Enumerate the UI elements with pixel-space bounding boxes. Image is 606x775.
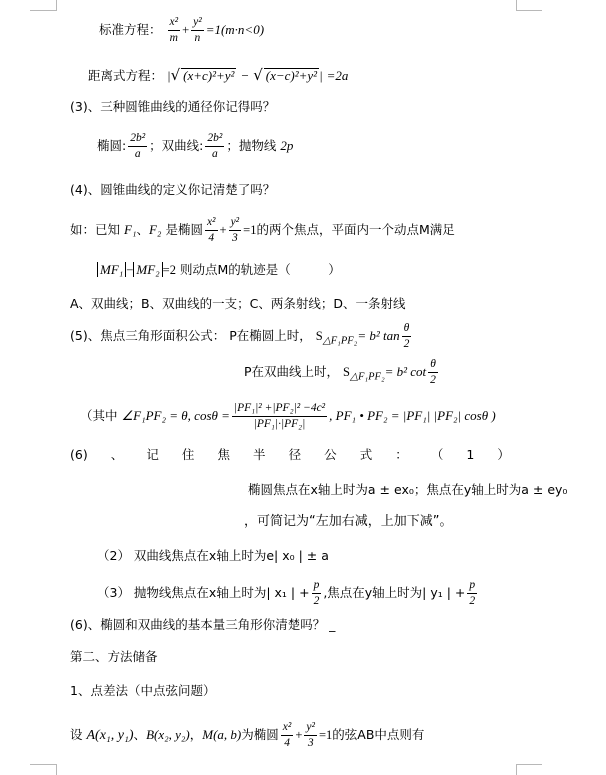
where-vector: , PF₁ • PF₂ = |PF₁| |PF₂| cosθ ) <box>329 408 496 423</box>
where-cos-frac: $\frac{\text{|PF₁|² +|PF₂|² −4c²}}{\text{|PF₁|·|PF₂|}}$ <box>233 402 326 430</box>
s5-area-symbol: S <box>315 329 323 343</box>
s5-frac-theta-1: $\frac{\theta}{2}$ <box>403 322 410 350</box>
example-suffix: 的两个焦点，平面内一个动点M满足 <box>256 222 455 237</box>
dist-term-2: (x−c)²+y² <box>265 68 318 83</box>
last-suffix: 的弦AB中点则有 <box>332 727 425 742</box>
s5-hyper-label: P在双曲线上时， <box>244 364 340 379</box>
where-open: （其中 <box>80 408 118 423</box>
dist-minus: − <box>240 68 250 83</box>
answer-options: A、双曲线；B、双曲线的一支；C、两条射线；D、一条射线 <box>70 296 406 311</box>
memo-line: ，可简记为“左加右减，上加下减”。 <box>244 514 453 529</box>
section-5-line-2: P在双曲线上时， $S_{\triangle F_1PF_2}= b^2$ cot $\frac{\theta}{2}$ <box>244 358 436 386</box>
example-f2: F₂ <box>148 222 162 237</box>
parab-prefix: （3） 抛物线焦点在x轴上时为| x₁ | + <box>97 585 310 600</box>
section-3-title: (3)、三种圆锥曲线的通径你记得吗？ <box>70 99 276 114</box>
last-prefix: 设 <box>70 727 83 742</box>
last-point-b: B(x₂, y₂) <box>146 727 190 742</box>
section-5-line-1: (5)、焦点三角形面积公式： P在椭圆上时， $S_{\triangle F_1PF_2}= b^2$ tan $\frac{\theta}{2}$ <box>70 322 410 350</box>
last-frac-y: $\frac{\text{y²}}{3}$ <box>306 721 315 749</box>
latus-rectum-line <box>97 132 293 161</box>
latus-ellipse-label: 椭圆: <box>97 138 127 153</box>
cond-mf1: MF₁ <box>97 262 126 277</box>
ellipse-focal-radius: 椭圆焦点在x轴上时为a ± ex₀；焦点在y轴上时为a ± ey₀ <box>248 482 568 497</box>
example-frac-y: $\frac{\text{y²}}{3}$ <box>230 216 240 244</box>
std-eq-rhs: =1(m·n<0) <box>205 22 265 37</box>
s5-ellipse-label: P在椭圆上时， <box>229 328 312 343</box>
crop-mark-bottom-left-v <box>56 764 57 775</box>
section-6-title: (6) 、 记 住 焦 半 径 公 式 ： （ 1 ） <box>70 447 510 462</box>
std-frac-x: $\frac{\text{x²}}{m}$ <box>169 16 179 44</box>
latus-parab-label: ；抛物线 <box>226 138 277 153</box>
distance-equation: 距离式方程： |√ (x+c)²+y² − √ (x−c)²+y² | =2a <box>88 66 349 84</box>
dist-term-1: (x+c)²+y² <box>183 68 235 83</box>
where-clause <box>80 402 496 431</box>
dist-eq-rhs: =2a <box>326 68 349 83</box>
cond-mf2: MF₂ <box>133 262 162 277</box>
last-point-a: A(x₁, y₁) <box>86 728 134 743</box>
cond-eq: =2 <box>162 263 176 277</box>
example-eq1: =1 <box>243 223 257 237</box>
parab-frac-1: $\frac{p}{2}$ <box>313 579 320 607</box>
standard-equation: 标准方程： $\frac{\text{x²}}{m}$ + $\frac{\text{y²}}{n}$ =1(m·n<0) <box>99 16 265 44</box>
section-4-title: (4)、圆锥曲线的定义你记清楚了吗？ <box>70 182 276 197</box>
example-f1: F₁ <box>124 222 137 237</box>
condition-line: MF₁ − MF₂ =2 则动点M的轨迹是（ ） <box>97 263 341 277</box>
crop-mark-top-right-h <box>516 10 542 11</box>
last-line: 设 A(x₁, y₁)、B(x₂, y₂)，M(a, b)为椭圆 $\frac{\text{x²}}{4}$ + $\frac{\text{y²}}{3}$ =1的弦AB中点则有 <box>70 721 425 749</box>
hyperbola-focal-radius: （2） 双曲线焦点在x轴上时为e| x₀ | ± a <box>97 548 329 563</box>
section-6b-title: (6)、椭圆和双曲线的基本量三角形你清楚吗？ _ <box>70 617 336 632</box>
example-mid: 是椭圆 <box>165 222 203 237</box>
example-prefix: 如：已知 <box>70 222 121 237</box>
latus-frac-hyper: $\frac{\text{2b²}}{a}$ <box>207 132 223 160</box>
crop-mark-top-right-v <box>516 0 517 11</box>
std-frac-y: $\frac{\text{y²}}{n}$ <box>193 16 202 44</box>
parab-mid: ,焦点在y轴上时为| y₁ | + <box>323 585 466 600</box>
parabola-focal-radius <box>97 579 479 608</box>
s5-frac-theta-2: $\frac{\theta}{2}$ <box>430 358 436 386</box>
latus-hyper-label: ；双曲线: <box>149 138 204 153</box>
section-5-title: (5)、焦点三角形面积公式： <box>70 328 226 343</box>
parab-frac-2: $\frac{p}{2}$ <box>469 579 476 607</box>
last-eq1: =1 <box>318 728 333 742</box>
s5-cot-eq: = b² cot <box>384 364 427 379</box>
example-frac-x: $\frac{\text{x²}}{4}$ <box>206 216 216 244</box>
crop-mark-bottom-right-h <box>516 764 542 765</box>
example-line: 如：已知 F₁、F₂ 是椭圆 $\frac{\text{x²}}{4}$ + $\frac{\text{y²}}{3}$ =1的两个焦点，平面内一个动点M满足 <box>70 216 455 244</box>
latus-parab-value: 2p <box>280 138 294 153</box>
method-1-title: 1、点差法（中点弦问题） <box>70 683 216 698</box>
crop-mark-top-left-v <box>56 0 57 11</box>
last-mid: 为椭圆 <box>241 727 279 742</box>
crop-mark-bottom-right-v <box>516 764 517 775</box>
last-frac-x: $\frac{\text{x²}}{4}$ <box>282 721 292 749</box>
crop-mark-top-left-h <box>30 10 56 11</box>
where-angle: ∠F₁PF₂ = θ, cosθ = <box>121 408 230 423</box>
latus-frac-ellipse: $\frac{\text{2b²}}{a}$ <box>130 132 146 160</box>
part-2-title: 第二、方法储备 <box>70 649 158 664</box>
last-point-m: M(a, b) <box>202 727 242 742</box>
crop-mark-bottom-left-h <box>30 764 56 765</box>
s5-tan-eq: = b² tan <box>357 328 400 343</box>
dist-eq-label: 距离式方程： <box>88 68 164 83</box>
cond-text: 则动点M的轨迹是（ ） <box>179 262 341 277</box>
std-eq-label: 标准方程： <box>99 22 162 37</box>
